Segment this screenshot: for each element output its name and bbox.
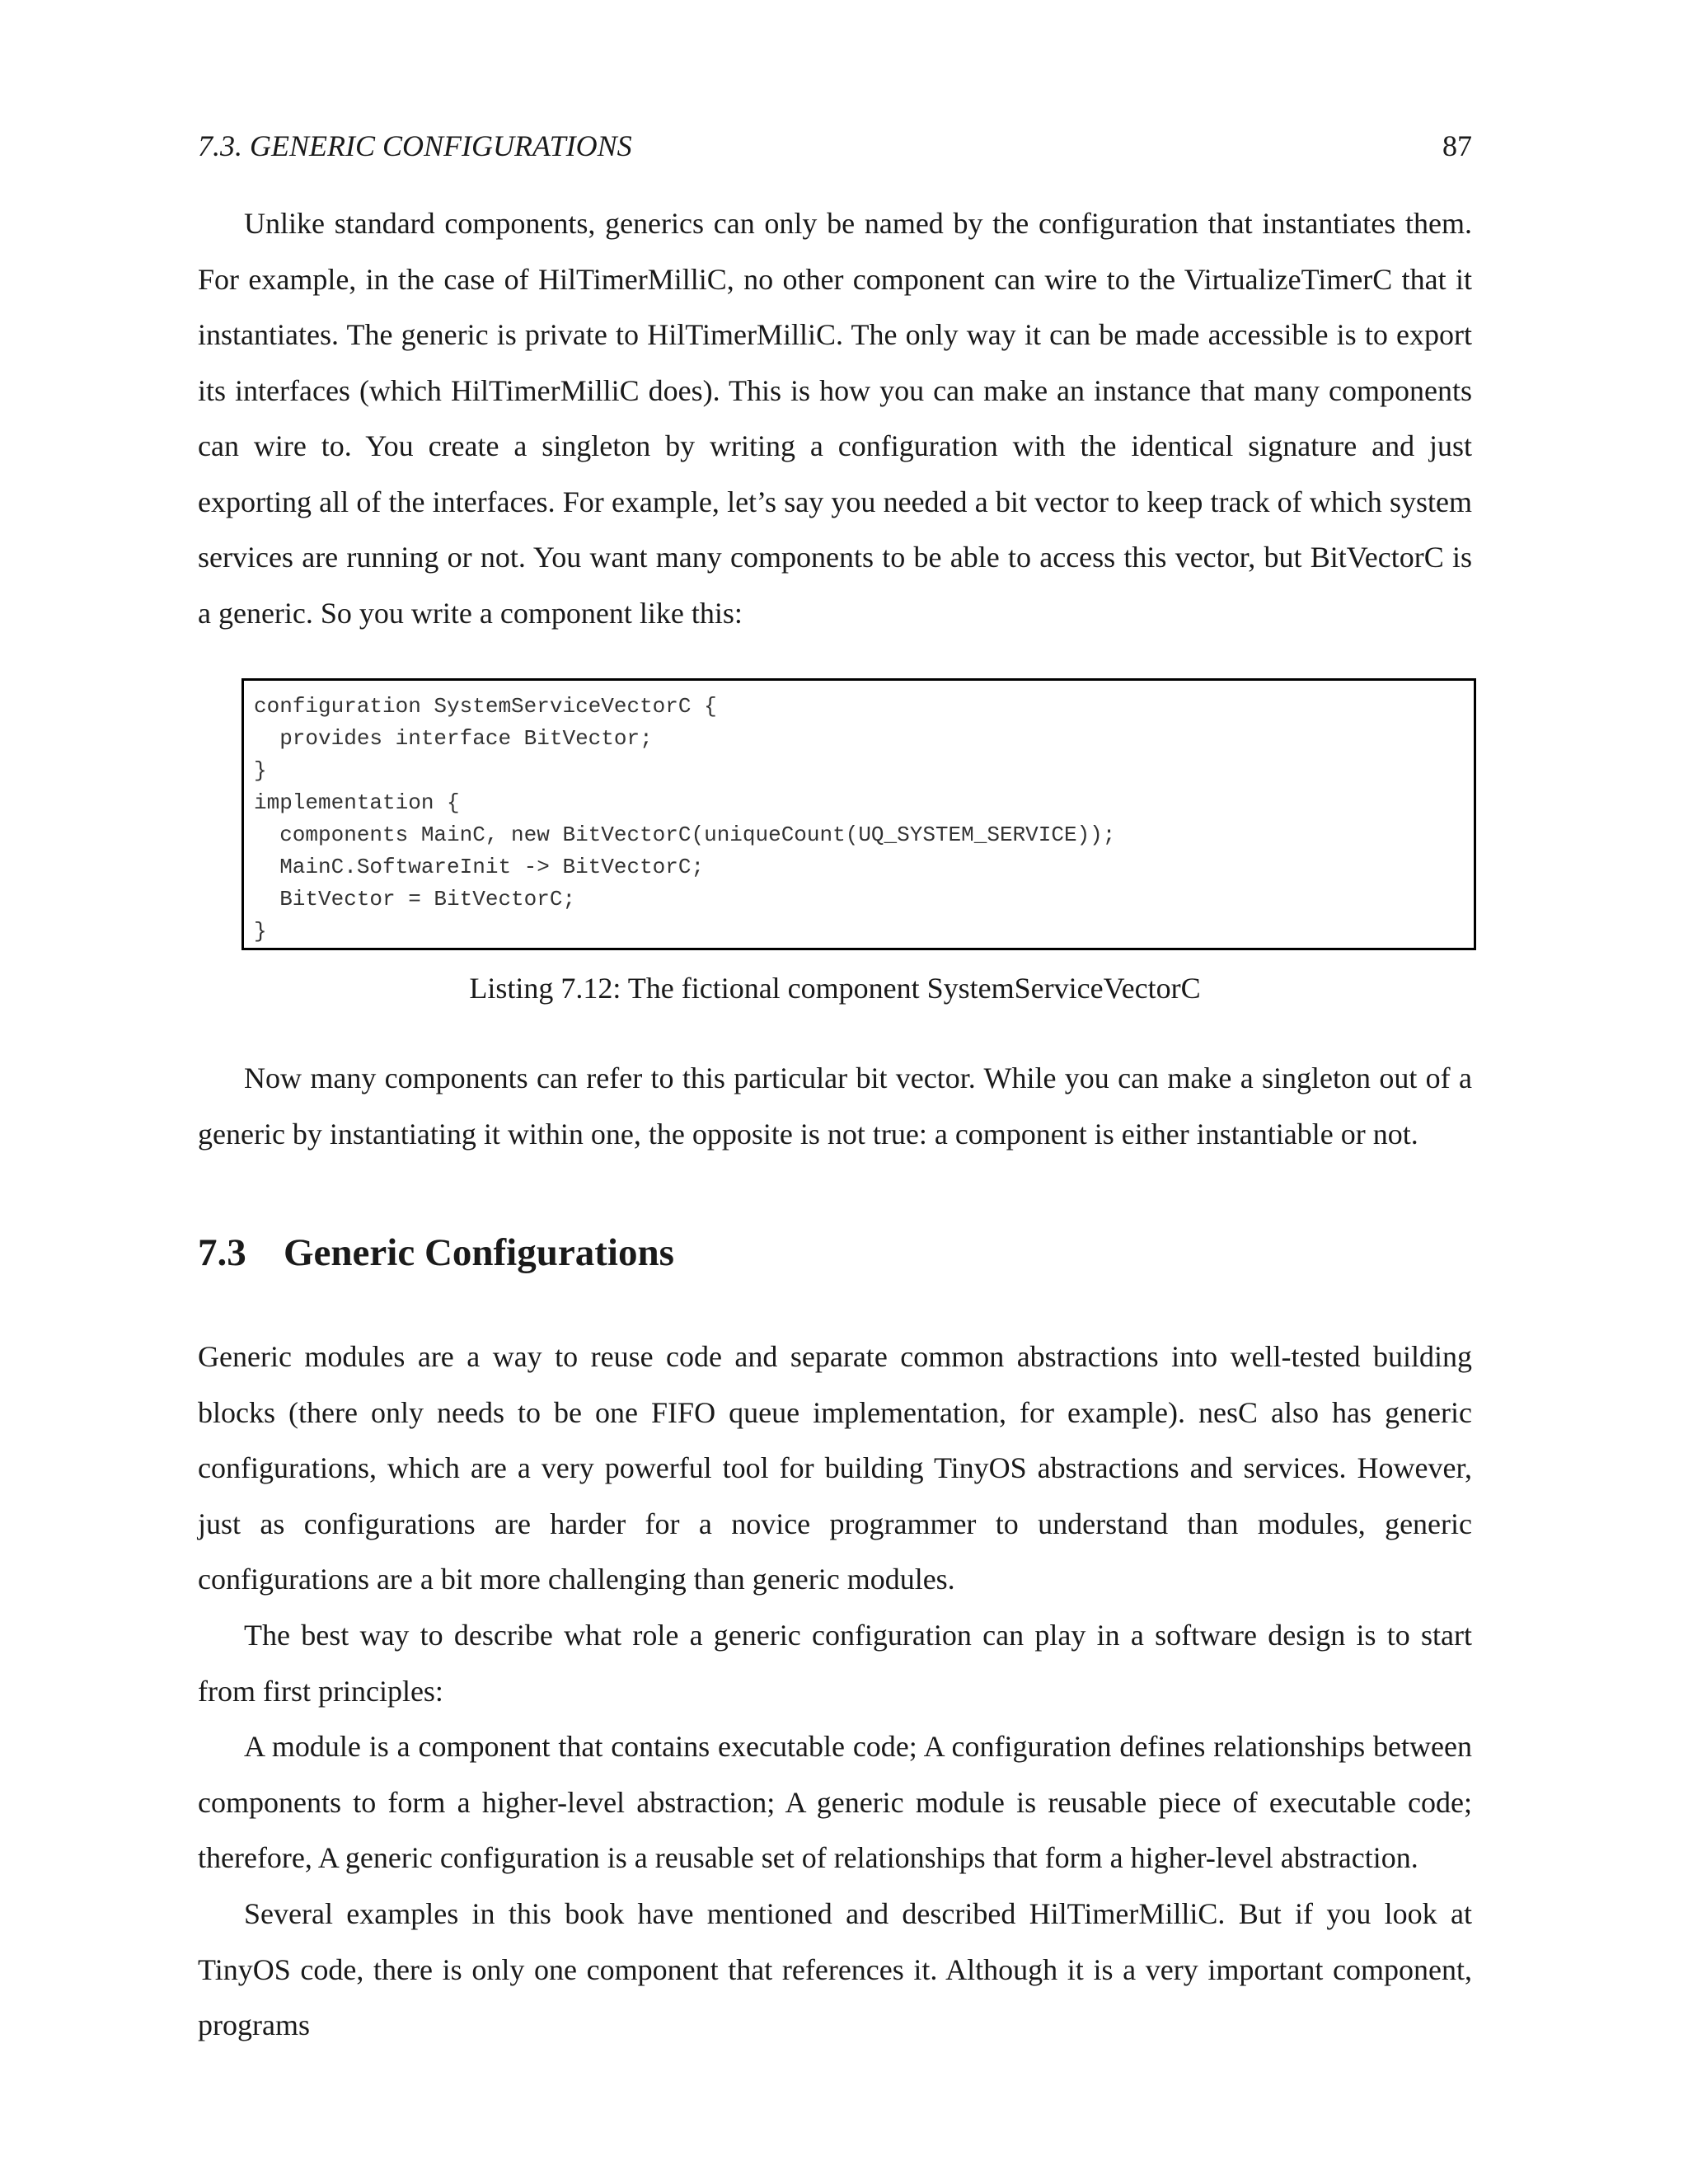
code-listing-text: configuration SystemServiceVectorC { provides interface BitVector; } implementation { components MainC, new BitVectorC(uniqueCount(UQ_SYSTEM_SERVICE)); MainC.SoftwareInit -> BitVectorC; BitVector = BitVectorC; } xyxy=(254,694,1116,944)
section-title: Generic Configurations xyxy=(284,1231,674,1274)
section-heading xyxy=(198,1228,674,1277)
page-number: 87 xyxy=(1442,129,1472,162)
running-header xyxy=(198,125,1472,166)
section-number: 7.3 xyxy=(198,1231,246,1274)
section-paragraph-3: A module is a component that contains executable code; A configuration defines relationships between components to form a higher-level abstraction; A generic module is reusable piece of executable code; therefore, A generic configuration is a reusable set of relationships that form a higher-level abstraction. xyxy=(198,1730,1472,1874)
section-paragraph-2: The best way to describe what role a generic configuration can play in a software design is to start from first principles: xyxy=(198,1619,1472,1708)
code-listing xyxy=(241,678,1476,950)
section-paragraph-1: Generic modules are a way to reuse code and separate common abstractions into well-tested building blocks (there only needs to be one FIFO queue implementation, for example). nesC also has generic configurations, which are a very powerful tool for building TinyOS abstractions and services. However, just as configurations are harder for a novice programmer to understand than modules, generic configurations are a bit more challenging than generic modules. xyxy=(198,1340,1472,1596)
section-paragraph-4: Several examples in this book have mentioned and described HilTimerMilliC. But if you look at TinyOS code, there is only one component that references it. Although it is a very important component, programs xyxy=(198,1897,1472,2041)
listing-caption: Listing 7.12: The fictional component SystemServiceVectorC xyxy=(469,972,1201,1005)
after-listing-paragraph: Now many components can refer to this particular bit vector. While you can make a singleton out of a generic by instantiating it within one, the opposite is not true: a component is either instantiable or not. xyxy=(198,1062,1472,1151)
running-header-section: 7.3. GENERIC CONFIGURATIONS xyxy=(198,129,632,162)
intro-paragraph: Unlike standard components, generics can only be named by the configuration that instantiates them. For example, in the case of HilTimerMilliC, no other component can wire to the VirtualizeTimerC that it instantiates. The generic is private to HilTimerMilliC. The only way it can be made accessible is to export its interfaces (which HilTimerMilliC does). This is how you can make an instance that many components can wire to. You create a singleton by writing a configuration with the identical signature and just exporting all of the interfaces. For example, let’s say you needed a bit vector to keep track of which system services are running or not. You want many components to be able to access this vector, but BitVectorC is a generic. So you write a component like this: xyxy=(198,207,1472,630)
